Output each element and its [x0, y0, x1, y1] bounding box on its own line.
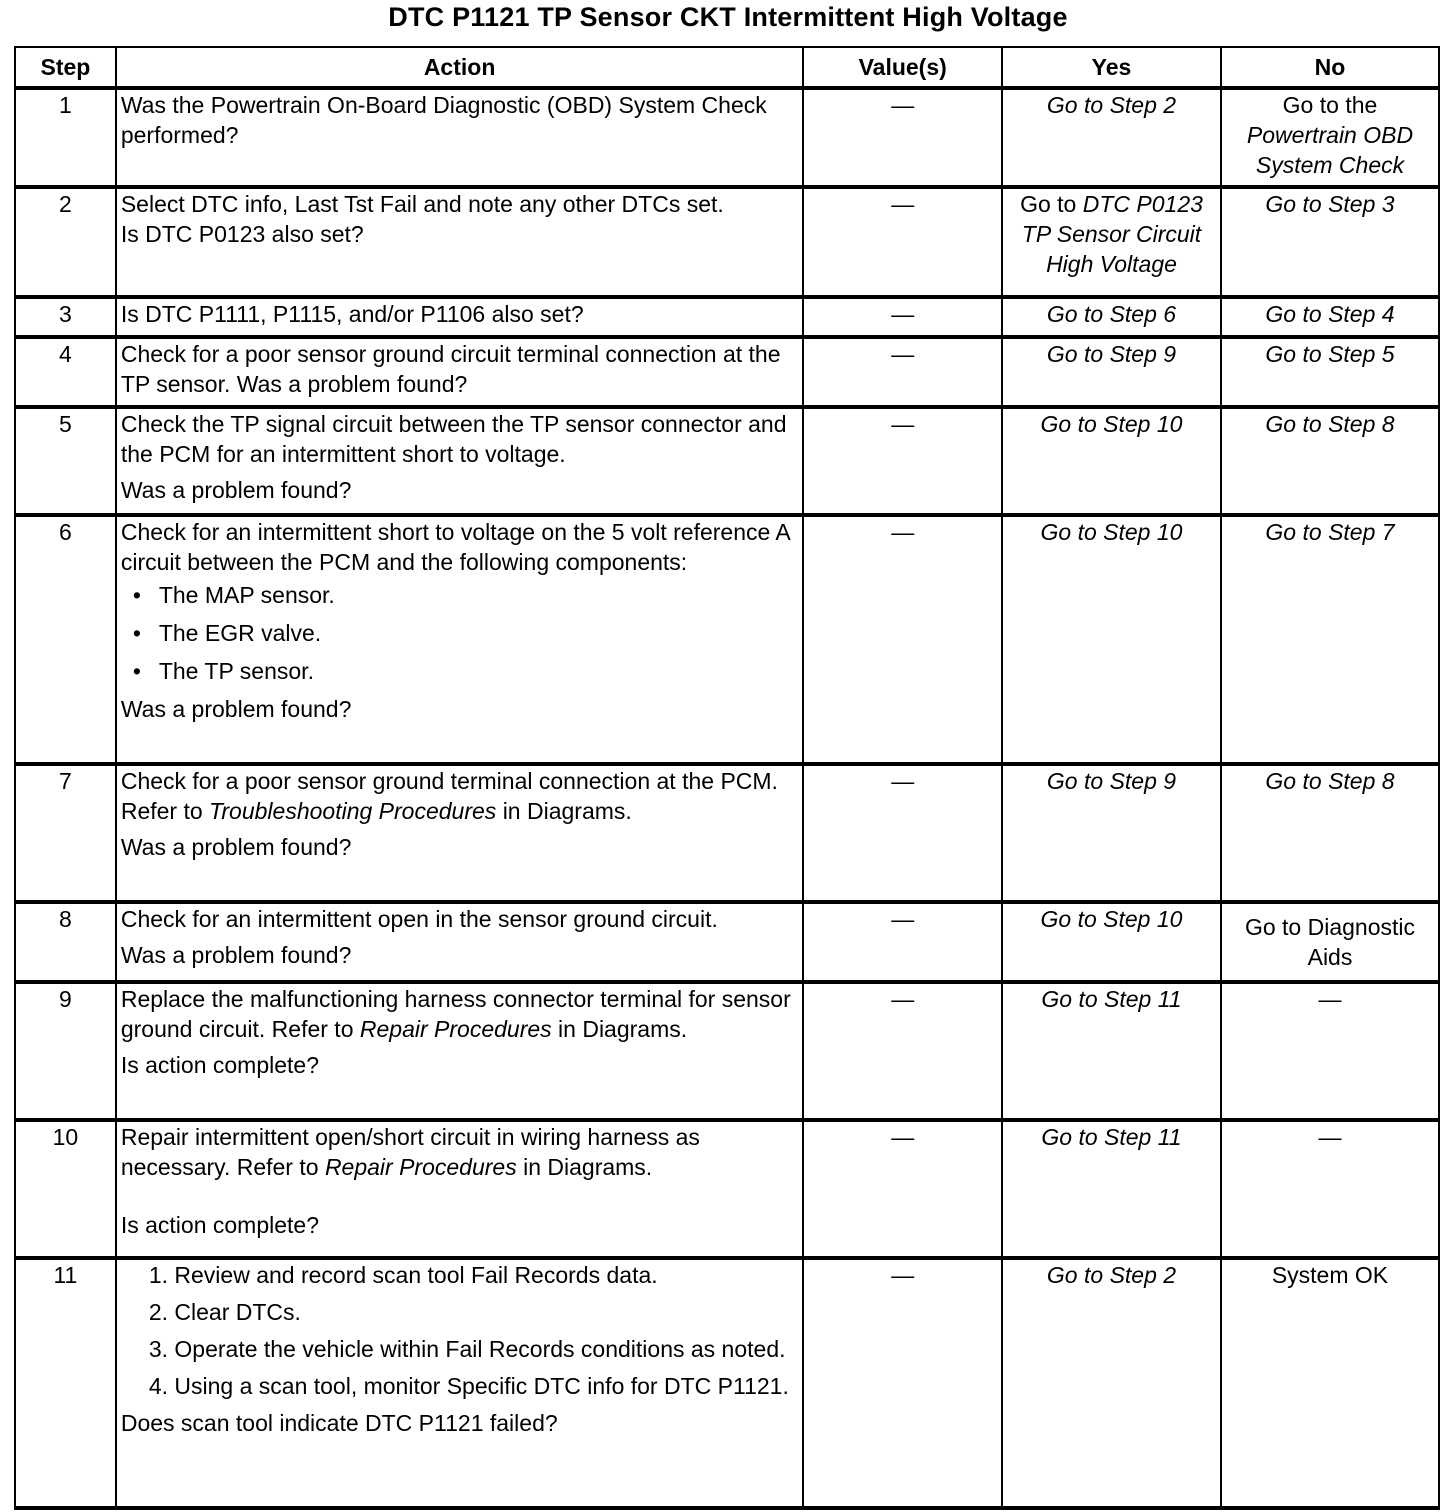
table-row [15, 764, 1439, 902]
step-number: 4 [15, 337, 116, 407]
list-item: 4. Using a scan tool, monitor Specific DTC info for DTC P1121. [148, 1373, 789, 1399]
step-number: 8 [15, 902, 116, 982]
action-question: Was a problem found? [120, 696, 352, 722]
no-link[interactable]: Powertrain OBD System Check [1246, 122, 1414, 178]
action-text: Is DTC P1111, P1115, and/or P1106 also set? [120, 301, 584, 327]
yes-cell [1002, 1258, 1221, 1508]
action-text: Check for an intermittent short to voltage on the 5 volt reference A circuit between the PCM and the following components: [120, 519, 790, 575]
table-row [15, 337, 1439, 407]
action-cell [116, 297, 804, 337]
step-number: 1 [15, 88, 116, 187]
value-cell: — [803, 187, 1002, 297]
table-row [15, 902, 1439, 982]
list-item: • The TP sensor. [159, 656, 799, 686]
yes-cell [1002, 764, 1221, 902]
value-cell: — [803, 902, 1002, 982]
list-item: 1. Review and record scan tool Fail Records data. [148, 1262, 658, 1288]
yes-link[interactable]: Go to Step 10 [1040, 411, 1183, 437]
action-text: Check the TP signal circuit between the TP sensor connector and the PCM for an intermittent short to voltage. [120, 411, 787, 467]
step-number: 11 [15, 1258, 116, 1508]
no-cell [1221, 297, 1439, 337]
procedure-list [121, 1260, 799, 1401]
no-cell [1221, 515, 1439, 764]
list-item: • The EGR valve. [159, 618, 799, 648]
no-cell: — [1221, 982, 1439, 1120]
table-row [15, 515, 1439, 764]
component-list [121, 580, 799, 686]
reference-link[interactable]: Repair Procedures [359, 1016, 552, 1042]
action-cell [116, 407, 804, 515]
no-cell [1221, 88, 1439, 187]
yes-link[interactable]: Go to Step 2 [1046, 1262, 1177, 1288]
reference-link[interactable]: Troubleshooting Procedures [209, 798, 497, 824]
yes-cell [1002, 902, 1221, 982]
action-text: Repair intermittent open/short circuit in wiring harness as necessary. Refer to [120, 1124, 700, 1180]
no-cell [1221, 407, 1439, 515]
step-number: 10 [15, 1120, 116, 1258]
value-cell: — [803, 337, 1002, 407]
yes-link[interactable]: Go to Step 10 [1040, 906, 1183, 932]
yes-cell [1002, 297, 1221, 337]
action-text: Check for an intermittent open in the sensor ground circuit. [120, 906, 718, 932]
list-item: 3. Operate the vehicle within Fail Records conditions as noted. [148, 1336, 786, 1362]
value-cell: — [803, 1120, 1002, 1258]
action-question: Is action complete? [120, 1212, 319, 1238]
yes-link[interactable]: Go to Step 9 [1046, 341, 1177, 367]
page-title: DTC P1121 TP Sensor CKT Intermittent High Voltage [388, 2, 1068, 32]
header-row [15, 47, 1439, 88]
step-number: 5 [15, 407, 116, 515]
no-result: System OK [1271, 1262, 1389, 1288]
no-link[interactable]: Go to Step 4 [1265, 301, 1395, 327]
yes-link[interactable]: Go to Step 2 [1046, 92, 1177, 118]
table-row [15, 297, 1439, 337]
no-link[interactable]: Go to Step 3 [1265, 191, 1395, 217]
yes-cell [1002, 1120, 1221, 1258]
no-cell [1221, 187, 1439, 297]
table-row [15, 407, 1439, 515]
action-text-end: in Diagrams. [502, 798, 632, 824]
action-cell [116, 902, 804, 982]
yes-cell [1002, 982, 1221, 1120]
header-yes: Yes [1002, 47, 1221, 88]
step-number: 7 [15, 764, 116, 902]
diagnostic-table [14, 46, 1440, 1510]
yes-cell [1002, 407, 1221, 515]
step-number: 9 [15, 982, 116, 1120]
yes-cell [1002, 515, 1221, 764]
action-question: Does scan tool indicate DTC P1121 failed? [120, 1410, 558, 1436]
table-row [15, 1120, 1439, 1258]
value-cell: — [803, 297, 1002, 337]
table-row [15, 88, 1439, 187]
action-text: Replace the malfunctioning harness connector terminal for sensor ground circuit. Refer to [120, 986, 791, 1042]
yes-cell [1002, 187, 1221, 297]
yes-link[interactable]: Go to Step 11 [1041, 1124, 1182, 1150]
action-question: Is DTC P0123 also set? [120, 221, 364, 247]
list-item: 2. Clear DTCs. [148, 1299, 301, 1325]
yes-cell [1002, 88, 1221, 187]
reference-link[interactable]: Repair Procedures [324, 1154, 517, 1180]
no-link[interactable]: Go to Step 8 [1265, 411, 1395, 437]
action-cell [116, 1120, 804, 1258]
no-cell [1221, 1258, 1439, 1508]
value-cell: — [803, 1258, 1002, 1508]
header-action: Action [116, 47, 804, 88]
action-cell [116, 337, 804, 407]
action-cell [116, 1258, 804, 1508]
table-row [15, 982, 1439, 1120]
yes-link[interactable]: Go to Step 6 [1046, 301, 1177, 327]
no-link[interactable]: Go to Diagnostic Aids [1244, 914, 1415, 970]
action-cell [116, 187, 804, 297]
action-cell [116, 88, 804, 187]
list-item: • The MAP sensor. [159, 580, 799, 610]
no-cell [1221, 764, 1439, 902]
action-cell [116, 982, 804, 1120]
yes-link[interactable]: Go to Step 9 [1046, 768, 1177, 794]
yes-cell [1002, 337, 1221, 407]
step-number: 3 [15, 297, 116, 337]
table-row [15, 187, 1439, 297]
yes-link[interactable]: DTC P0123 TP Sensor Circuit High Voltage [1021, 191, 1203, 277]
step-number: 2 [15, 187, 116, 297]
no-cell [1221, 337, 1439, 407]
no-cell: — [1221, 1120, 1439, 1258]
action-text: Check for a poor sensor ground terminal connection at the PCM. Refer to [120, 768, 778, 824]
action-question: Was a problem found? [120, 942, 352, 968]
value-cell: — [803, 407, 1002, 515]
step-number: 6 [15, 515, 116, 764]
action-cell [116, 515, 804, 764]
value-cell: — [803, 982, 1002, 1120]
action-question: Is action complete? [120, 1052, 319, 1078]
no-cell [1221, 902, 1439, 982]
no-link[interactable]: Go to Step 7 [1265, 519, 1395, 545]
action-text: Was the Powertrain On-Board Diagnostic (OBD) System Check performed? [120, 92, 767, 148]
yes-text: Go to [1020, 191, 1077, 217]
action-text-end: in Diagrams. [558, 1016, 688, 1042]
action-text: Check for a poor sensor ground circuit terminal connection at the TP sensor. Was a problem found? [120, 341, 781, 397]
yes-link[interactable]: Go to Step 10 [1040, 519, 1183, 545]
header-values: Value(s) [803, 47, 1002, 88]
action-question: Was a problem found? [120, 834, 352, 860]
header-step: Step [15, 47, 116, 88]
no-text: Go to the [1282, 92, 1378, 118]
no-link[interactable]: Go to Step 8 [1265, 768, 1395, 794]
yes-link[interactable]: Go to Step 11 [1041, 986, 1182, 1012]
action-question: Was a problem found? [120, 477, 352, 503]
table-row [15, 1258, 1439, 1508]
value-cell: — [803, 764, 1002, 902]
value-cell: — [803, 515, 1002, 764]
no-link[interactable]: Go to Step 5 [1265, 341, 1395, 367]
header-no: No [1221, 47, 1439, 88]
action-text-end: in Diagrams. [523, 1154, 653, 1180]
value-cell: — [803, 88, 1002, 187]
action-text: Select DTC info, Last Tst Fail and note any other DTCs set. [120, 191, 724, 217]
action-cell [116, 764, 804, 902]
